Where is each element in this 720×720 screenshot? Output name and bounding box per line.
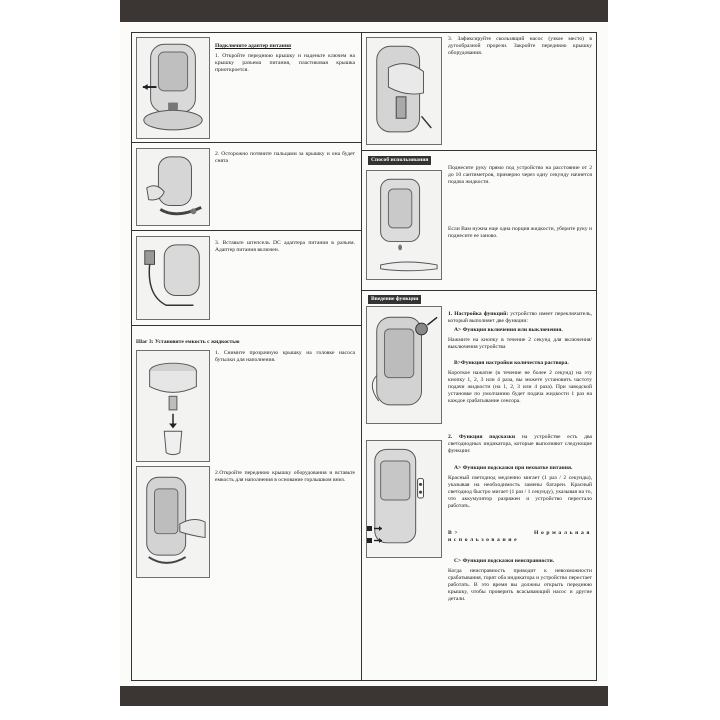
section-title-connect-adapter: Подключите адаптер питания	[215, 43, 292, 49]
function-1-text	[448, 311, 592, 325]
badge-functions-intro: Введение функции	[368, 295, 421, 304]
illustration-plug-adapter	[136, 236, 210, 320]
illustration-function-button	[366, 306, 442, 424]
section-title-install-container: Шаг 3: Установите емкость с жидкостью	[136, 339, 240, 345]
function-2c-title: С> Функция подсказки неисправности.	[454, 558, 555, 564]
separator	[131, 142, 361, 143]
function-2-rest: на устройстве есть два светодиодных индикатора, которые выполняют следующие функции:	[448, 434, 593, 455]
function-2b-text: В> Нормальная использование	[448, 530, 592, 544]
illustration-bottle	[136, 350, 210, 462]
function-1-lead: 1. Настройка функций:	[448, 311, 509, 317]
step-1-text: 1. Откройте переднюю крышку и наденьте ключем на крышку разъема питания, пластиковая крышка приоткроется.	[215, 53, 355, 74]
function-2-text	[448, 434, 592, 455]
function-b-title: В>Функция настройки количества раствора.	[454, 360, 569, 366]
step-2-text: 2. Осторожно потяните пальцами за крышку и она будет снята	[215, 151, 355, 165]
function-a-title: А> Функция включения или выключения.	[454, 327, 563, 333]
usage-text-1: Поднесите руку прямо под устройство на расстояние от 2 до 10 сантиметров, примерно через одну секунду начнется подача жидкости.	[448, 165, 592, 186]
function-b-text: Короткое нажатие (в течение не более 2 секунд) на эту кнопку 1, 2, 3 или 4 раза, вы можете установить частоту подачи жидкости (на 1, 2, 3 или 4 раза). При заводской установке по умолчанию будет подача жидкости 1 раз на каждое срабатывание сенсора.	[448, 370, 592, 405]
function-2a-text: Красный светодиод медленно мигает (1 раз / 2 секунды), указывая на необходимость замены батареи. Красный светодиод быстро мигает (1 раз / 1 секунду), указывая на то, что аккумулятор разряжен и устройство перестало работать.	[448, 475, 592, 510]
illustration-insert-container	[136, 466, 210, 578]
function-a-text: Нажмите на кнопку в течение 2 секунд для включения/выключения устройства	[448, 337, 592, 351]
top-dark-band	[120, 0, 608, 22]
function-1-rest: устройство имеет переключатель, который выполняет две функции:	[448, 311, 592, 325]
function-2a-title: А> Функция подсказки при нехватке питания.	[454, 465, 573, 471]
fix-pump-text: 3. Зафиксируйте скользящий насос (узкое место) в дугообразной прорези. Закройте переднюю крышку оборудования.	[448, 36, 592, 57]
step-3-text: 3. Вставьте штепсель DC адаптера питания в разъем. Адаптер питания включен.	[215, 240, 355, 254]
bottom-dark-band	[120, 686, 608, 706]
illustration-led-legend	[366, 524, 384, 552]
illustration-open-cover	[136, 37, 210, 139]
illustration-remove-cap	[136, 148, 210, 226]
container-step-2-text: 2.Откройте переднюю крышку оборудования и вставьте емкость для наполнения в основание горлышком вниз.	[215, 470, 355, 484]
container-step-1-text: 1. Снимите прозрачную крышку на головке насоса бутылки для наполнения.	[215, 350, 355, 364]
function-2c-text: Когда неисправность приводит к невозможности срабатывания, горят оба индикатора и устройство перестает работать. В это время вы должны открыть переднюю крышку, чтобы проверить всасывающий насос и другие детали.	[448, 568, 592, 603]
illustration-hand-under-dispenser	[366, 170, 442, 280]
separator	[131, 325, 361, 326]
illustration-fix-pump	[366, 37, 442, 145]
separator	[361, 150, 597, 151]
separator	[361, 290, 597, 291]
separator	[131, 230, 361, 231]
usage-text-2: Если Вам нужна еще одна порция жидкости, уберите руку и поднесите ее заново.	[448, 226, 592, 240]
column-divider	[361, 32, 362, 681]
function-2-lead: 2. Функция подсказки	[448, 434, 516, 440]
badge-how-to-use: Способ использования	[368, 156, 431, 165]
